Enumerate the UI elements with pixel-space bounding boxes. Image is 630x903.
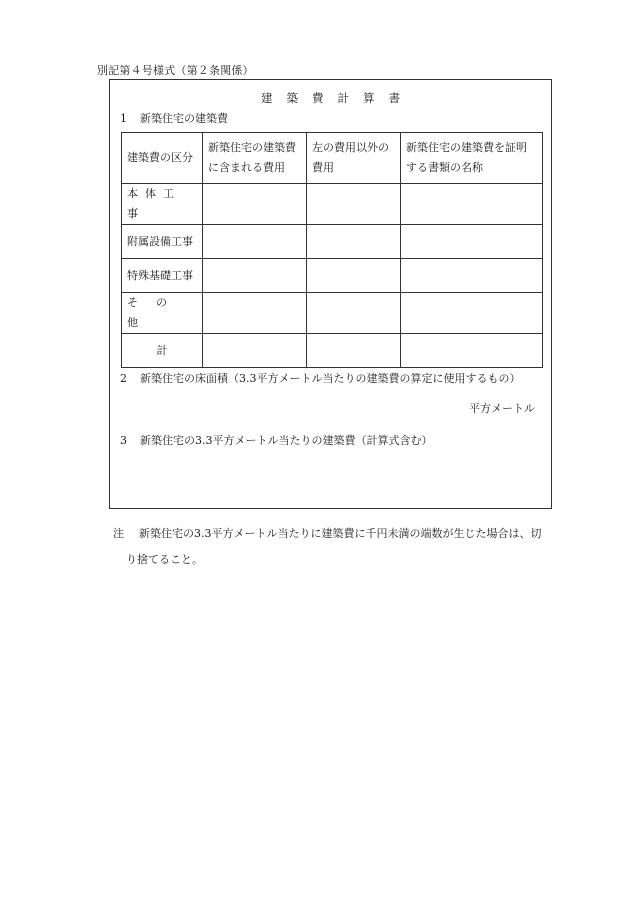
cell-included[interactable] — [203, 293, 307, 334]
section-2-heading — [120, 370, 521, 386]
form-frame — [109, 79, 552, 509]
document-title: 建築費計算書 — [261, 91, 414, 105]
cell-included[interactable] — [203, 259, 307, 293]
cell-document[interactable] — [401, 259, 543, 293]
table-row — [122, 259, 543, 293]
footnote — [113, 521, 573, 573]
row-label-special-foundation: 特殊基礎工事 — [122, 259, 203, 293]
cell-included[interactable] — [203, 184, 307, 225]
footnote-label: 注 — [113, 527, 124, 540]
floor-area-unit: 平方メートル — [469, 402, 535, 415]
section-3-heading — [120, 432, 433, 448]
row-label-main-construction: 本体工事 — [122, 184, 203, 225]
section-1-heading — [120, 110, 228, 126]
row-label-ancillary-equipment: 附属設備工事 — [122, 225, 203, 259]
cell-other[interactable] — [307, 334, 401, 368]
section-3-number: 3 — [120, 434, 127, 447]
cell-other[interactable] — [307, 259, 401, 293]
cell-other[interactable] — [307, 225, 401, 259]
footnote-text-line2: り捨てること。 — [126, 553, 203, 566]
row-label-total: 計 — [122, 334, 203, 368]
cell-document[interactable] — [401, 225, 543, 259]
section-3-text: 新築住宅の3.3平方メートル当たりの建築費（計算式含む） — [140, 434, 433, 447]
cell-included[interactable] — [203, 334, 307, 368]
footnote-text-line1: 新築住宅の3.3平方メートル当たりに建築費に千円未満の端数が生じた場合は、切 — [139, 527, 542, 540]
header-cost-category: 建築費の区分 — [122, 133, 203, 184]
cell-included[interactable] — [203, 225, 307, 259]
table-row — [122, 293, 543, 334]
cell-document[interactable] — [401, 293, 543, 334]
table-row — [122, 334, 543, 368]
table-header-row — [122, 133, 543, 184]
table-row — [122, 184, 543, 225]
header-other-costs: 左の費用以外の費用 — [307, 133, 401, 184]
cell-document[interactable] — [401, 334, 543, 368]
cell-other[interactable] — [307, 293, 401, 334]
row-label-other: その他 — [122, 293, 203, 334]
section-2-number: 2 — [120, 372, 127, 385]
construction-cost-table — [121, 132, 543, 368]
table-row — [122, 225, 543, 259]
form-number-label: 別記第４号様式（第２条関係） — [97, 64, 254, 77]
section-1-text: 新築住宅の建築費 — [140, 112, 228, 125]
section-1-number: 1 — [120, 112, 127, 125]
cell-document[interactable] — [401, 184, 543, 225]
header-proof-document: 新築住宅の建築費を証明する書類の名称 — [401, 133, 543, 184]
header-included-costs: 新築住宅の建築費に含まれる費用 — [203, 133, 307, 184]
cell-other[interactable] — [307, 184, 401, 225]
section-2-text: 新築住宅の床面積（3.3平方メートル当たりの建築費の算定に使用するもの） — [140, 372, 521, 385]
